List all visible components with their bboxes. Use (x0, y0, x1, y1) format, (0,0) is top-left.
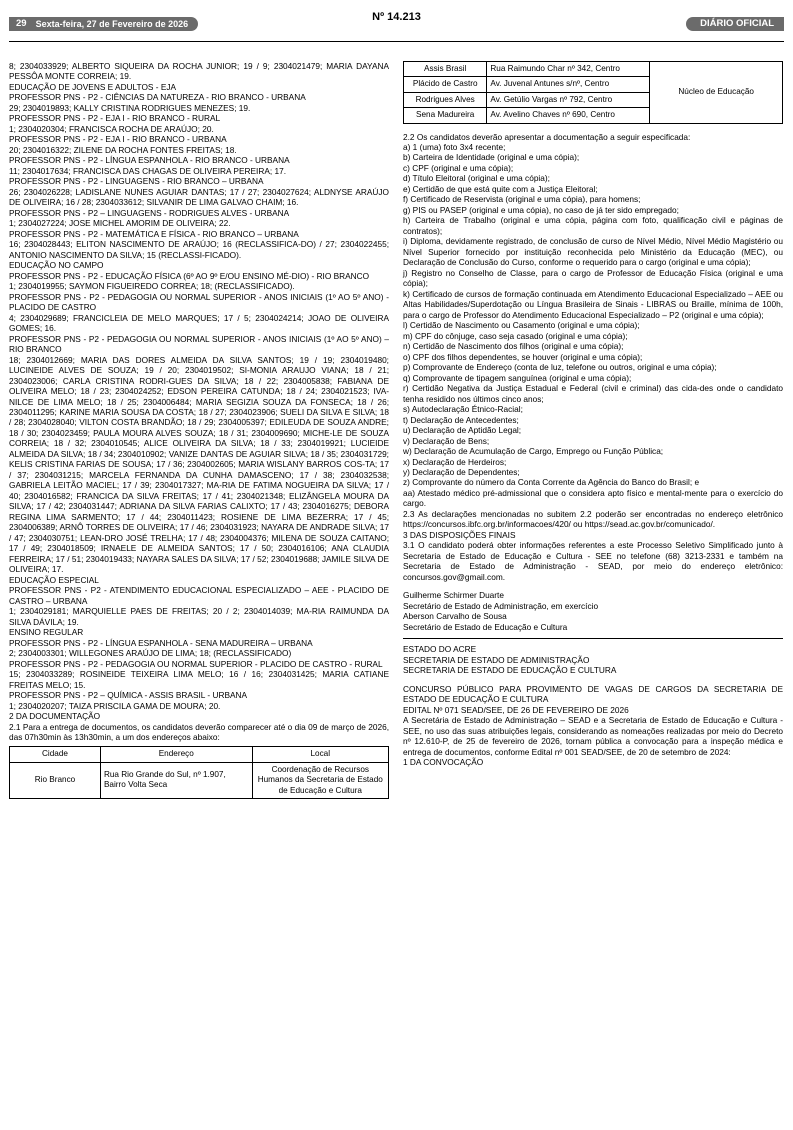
cell-local: Coordenação de Recursos Humanos da Secretaria de Estado de Educação e Cultura (252, 762, 388, 798)
cell-endereco: Av. Getúlio Vargas nº 792, Centro (487, 92, 650, 107)
section-divider (403, 638, 783, 639)
paragraph: g) PIS ou PASEP (original e uma cópia), no caso de já ter sido empregado; (403, 204, 679, 215)
paragraph: 1; 2304019955; SAYMON FIGUEIREDO CORREA; 18; (RECLASSIFICADO). (9, 281, 295, 292)
paragraph: 11; 2304017634; FRANCISCA DAS CHAGAS DE OLIVEIRA PEREIRA; 17. (9, 165, 286, 176)
paragraph: 1; 2304020304; FRANCISCA ROCHA DE ARAÚJO; 20. (9, 123, 214, 134)
paragraph: PROFESSOR PNS - P2 - ATENDIMENTO EDUCACIONAL ESPECIALIZADO – AEE - PLACIDO DE CASTRO – URBANA (9, 585, 389, 606)
paragraph: PROFESSOR PNS - P2 – QUÍMICA - ASSIS BRASIL - URBANA (9, 690, 248, 701)
table-header-row (10, 747, 389, 762)
paragraph: z) Comprovante do número da Conta Corrente da Agência do Banco do Brasil; e (403, 477, 700, 488)
notice-subtitle: EDITAL Nº 071 SEAD/SEE, DE 26 DE FEVEREIRO DE 2026 (403, 704, 629, 715)
paragraph: r) Certidão Negativa da Justiça Estadual e Federal (civil e criminal) das cida-des onde o candidato tenha residido nos últimos cinco anos; (403, 383, 783, 404)
paragraph: EDUCAÇÃO NO CAMPO (9, 260, 104, 271)
column-header-endereco: Endereço (100, 747, 252, 762)
signature-name: Aberson Carvalho de Sousa (403, 611, 507, 622)
publication-name: DIÁRIO OFICIAL (686, 17, 784, 31)
cell-cidade: Sena Madureira (404, 108, 487, 123)
paragraph: m) CPF do cônjuge, caso seja casado (original e uma cópia); (403, 330, 628, 341)
column-header-cidade: Cidade (10, 747, 101, 762)
paragraph: 15; 2304033289; ROSINEIDE TEIXEIRA LIMA MELO; 16 / 16; 2304031425; MARIA CATIANE FREITAS MELO; 15. (9, 669, 389, 690)
paragraph: d) Título Eleitoral (original e uma cópia); (403, 173, 550, 184)
table-row (10, 762, 389, 798)
signature-name: Guilherme Schirmer Duarte (403, 590, 504, 601)
paragraph: p) Comprovante de Endereço (conta de luz, telefone ou outros, original e uma cópia); (403, 362, 717, 373)
masthead (9, 9, 784, 39)
address-table-right (403, 61, 783, 124)
paragraph: c) CPF (original e uma cópia); (403, 162, 514, 173)
signature-title: Secretário de Estado de Administração, em exercício (403, 600, 599, 611)
paragraph: n) Certidão de Nascimento dos filhos (original e uma cópia); (403, 341, 624, 352)
address-table-left (9, 746, 389, 799)
paragraph: 18; 2304012669; MARIA DAS DORES ALMEIDA DA SILVA SANTOS; 19 / 19; 2304019480; LUCINEIDE ALVES DE SOUZA; 19 / 20; 2304019502; SI-MONIA ARAUJO VIANA; 18 / 21; 2304023006; CARLA CRISTINA RODRI-GUES DA SILVA; 18 / 22; 2304005838; FABIANA DE OLIVEIRA MELO; 18 / 23; 2304024252; EDSON PEREIRA CATUNDA; 18 / 24; 2304021523; IVA-NILCE DE LIMA MELO; 18 / 25; 2304006484; MARIA SEGIZIA SOUZA DA FONSECA; 18 / 26; 2304011295; KARINE MARIA SOUSA DA COSTA; 18 / 27; 2304023906; SUELI DA SILVA E SILVA; 18 / 28; 2304028040; VILTON COSTA BRANDÃO; 18 / 29; 2304005397; EDILEUDA DE SOUZA ANDRE; 18 / 30; 2304023459; PAULA MOURA ALVES SOUZA; 18 / 31; 2304009690; MICHE-LE DE SOUZA CORREIA; 18 / 32; 2304010545; ALICE OLIVEIRA DA SILVA; 18 / 33; 2304019921; LUCIEIDE ALMEIDA DA SILVA; 18 / 34; 2304010902; VANIZE DANTAS DE AGUIAR SILVA; 18 / 35; 2304031729; KELIS CRISTINA FARIAS DE SOUSA; 17 / 36; 2304002605; MARIA WISLANY BARROS COS-TA; 17 / 37; 2304031215; MARCELA FERNANDA DA CUNHA DAMASCENO; 17 / 38; 2304032538; GABRIELA LEITÃO MACIEL; 17 / 39; 2304017327; MA-RIA DE FATIMA NOGUEIRA DA SILVA; 17 / 40; 2304016582; FRANCICA DA SILVA FREITAS; 17 / 41; 2304021348; ELIZÂNGELA MOURA DA SILVA; 17 / 42; 2304031447; ADRIANA DA SILVA FARIAS CALIXTO; 17 / 43; 2304016275; DEBORA REGINA LIMA SARMENTO; 17 / 44; 2304011423; ROSIENE DE LIMA BEZERRA; 17 / 45; 2304006389; ARNÔ TORRES DE OLIVEIRA; 17 / 46; 2304031923; NAYARA DE ANDRADE SILVA; 17 / 47; 2304030751; LEAN-DRO JOSÉ TRELHA; 17 / 48; 2304004376; MILENA DE SOUZA CAITANO; 17 / 49; 2304018509; IRNAELE DE ALMEIDA SANTOS; 17 / 50; 2304016106; ANA CLAUDIA FERREIRA; 17 / 51; 2304019433; NAYARA SALES DA SILVA; 17 / 52; 2304019688; JAMILE SILVA DE OLIVEIRA; 17. (9, 354, 389, 575)
paragraph: PROFESSOR PNS - P2 - MATEMÁTICA E FÍSICA - RIO BRANCO – URBANA (9, 228, 299, 239)
paragraph: PROFESSOR PNS - P2 - EJA I - RIO BRANCO - RURAL (9, 113, 221, 124)
paragraph: 1; 2304029181; MARQUIELLE PAES DE FREITAS; 20 / 2; 2304014039; MA-RIA RAIMUNDA DA SILVA DÁVILA; 19. (9, 606, 389, 627)
cell-cidade: Rio Branco (10, 762, 101, 798)
paragraph: 29; 2304019893; KALLY CRISTINA RODRIGUES MENEZES; 19. (9, 102, 251, 113)
notice-heading: SECRETARIA DE ESTADO DE ADMINISTRAÇÃO (403, 654, 590, 665)
cell-cidade: Assis Brasil (404, 62, 487, 77)
paragraph: j) Registro no Conselho de Classe, para o cargo de Professor de Educação Física (original e uma cópia); (403, 267, 783, 289)
paragraph: 8; 2304033929; ALBERTO SIQUEIRA DA ROCHA JUNIOR; 19 / 9; 2304021479; MARIA DAYANA PESSÔA MONTE CORREIA; 19. (9, 61, 389, 82)
paragraph: PROFESSOR PNS - P2 - PEDAGOGIA OU NORMAL SUPERIOR - ANOS INICIAIS (1º AO 5º ANO) - PLACIDO DE CASTRO (9, 291, 389, 313)
notice-heading: SECRETARIA DE ESTADO DE EDUCAÇÃO E CULTURA (403, 665, 617, 676)
cell-cidade: Rodrigues Alves (404, 92, 487, 107)
paragraph: PROFESSOR PNS - P2 - LÍNGUA ESPANHOLA - RIO BRANCO - URBANA (9, 155, 290, 166)
notice-body: A Secretária de Estado de Administração – SEAD e a Secretaria de Estado de Educação e Cultura - SEE, no uso das suas atribuições legais, considerando as nomeações realizadas por meio do Decreto nº 12.610-P, de 25 de fevereiro de 2026, tornam pública a convocação para a inspeção médica e entrega de documentos, conforme Edital nº 001 SEAD/SEE, de 20 de setembro de 2024: (403, 715, 783, 757)
paragraph: EDUCAÇÃO DE JOVENS E ADULTOS - EJA (9, 81, 177, 92)
issue-number: Nº 14.213 (372, 11, 421, 23)
paragraph: 20; 2304016322; ZILENE DA ROCHA FONTES FREITAS; 18. (9, 144, 237, 155)
cell-endereco: Rua Rio Grande do Sul, nº 1.907, Bairro Volta Seca (100, 762, 252, 798)
paragraph: PROFESSOR PNS - P2 - EJA I - RIO BRANCO - URBANA (9, 134, 227, 145)
notice-heading: ESTADO DO ACRE (403, 644, 477, 655)
paragraph: 2 DA DOCUMENTAÇÃO (9, 711, 101, 722)
table-row (404, 62, 783, 77)
notice-title: CONCURSO PÚBLICO PARA PROVIMENTO DE VAGAS DE CARGOS DA SECRETARIA DE ESTADO DE EDUCAÇÃO E CULTURA (403, 683, 783, 705)
paragraph: PROFESSOR PNS - P2 - CIÊNCIAS DA NATUREZA - RIO BRANCO - URBANA (9, 92, 306, 103)
paragraph: 3.1 O candidato poderá obter informações referentes a este Processo Seletivo Simplificado junto à Secretaria de Estado de Educação e Cultura - SEE no telefone (68) 3213-2331 e também na Secretaria de Estado de Administração - SEAD, por meio do endereço eletrônico: concursos.gov@gmail.com. (403, 540, 783, 582)
notice-body: 1 DA CONVOCAÇÃO (403, 757, 484, 768)
paragraph: PROFESSOR PNS - P2 - PEDAGOGIA OU NORMAL SUPERIOR - PLACIDO DE CASTRO - RURAL (9, 658, 383, 669)
page-number: 29 (9, 17, 32, 31)
paragraph: e) Certidão de que está quite com a Justiça Eleitoral; (403, 183, 598, 194)
paragraph: l) Certidão de Nascimento ou Casamento (original e uma cópia); (403, 320, 640, 331)
paragraph: 1; 2304020207; TAIZA PRISCILA GAMA DE MOURA; 20. (9, 700, 221, 711)
header-divider (9, 41, 784, 42)
publication-date: Sexta-feira, 27 de Fevereiro de 2026 (35, 19, 189, 29)
paragraph: PROFESSOR PNS - P2 - LÍNGUA ESPANHOLA - SENA MADUREIRA – URBANA (9, 637, 313, 648)
paragraph: 2.1 Para a entrega de documentos, os candidatos deverão comparecer até o dia 09 de março de 2026, das 07h30min às 13h30min, a um dos endereços abaixo: (9, 721, 389, 742)
paragraph: y) Declaração de Dependentes; (403, 467, 520, 477)
paragraph: w) Declaração de Acumulação de Cargo, Emprego ou Função Pública; (403, 446, 664, 457)
paragraph: PROFESSOR PNS - P2 – LINGUAGENS - RODRIGUES ALVES - URBANA (9, 207, 290, 218)
cell-cidade: Plácido de Castro (404, 77, 487, 92)
paragraph: 16; 2304028443; ELITON NASCIMENTO DE ARAÚJO; 16 (RECLASSIFICA-DO) / 27; 2304022455; ANTONIO NASCIMENTO DA SILVA; 15 (RECLASSI-FICADO). (9, 239, 389, 260)
spacer (403, 124, 783, 132)
paragraph: t) Declaração de Antecedentes; (403, 414, 519, 425)
paragraph: q) Comprovante de tipagem sanguínea (original e uma cópia); (403, 372, 632, 383)
paragraph: k) Certificado de cursos de formação continuada em Atendimento Educacional Especializado – AEE ou Altas Habilidades/Superdotação ou Língua Brasileira de Sinais - LIBRAS ou Braille, mínima de 100h, para o cargo de Professor do Atendimento Educacional Especializado – P2 (original e uma cópia); (403, 288, 783, 320)
paragraph: s) Autodeclaração Étnico-Racial; (403, 404, 523, 415)
paragraph: 3 DAS DISPOSIÇÕES FINAIS (403, 529, 516, 540)
paragraph: f) Certificado de Reservista (original e uma cópia), para homens; (403, 194, 641, 205)
paragraph: u) Declaração de Aptidão Legal; (403, 425, 522, 436)
paragraph: EDUCAÇÃO ESPECIAL (9, 574, 99, 585)
paragraph: 26; 2304026228; LADISLANE NUNES AGUIAR DANTAS; 17 / 27; 2304027624; ALDNYSE ARAÚJO DE OLIVEIRA; 16 / 28; 2304033612; SILVANIR DE LIMA GALVAO CHAIM; 16. (9, 186, 389, 208)
paragraph: PROFESSOR PNS - P2 - PEDAGOGIA OU NORMAL SUPERIOR - ANOS INICIAIS (1º AO 5º ANO) – RIO BRANCO (9, 333, 389, 355)
left-column (9, 61, 389, 1124)
paragraph: ENSINO REGULAR (9, 627, 84, 638)
page-columns (9, 61, 784, 1124)
right-column (403, 61, 783, 1124)
spacer (403, 676, 783, 684)
paragraph: v) Declaração de Bens; (403, 435, 490, 446)
cell-local-merged: Núcleo de Educação (650, 62, 783, 124)
paragraph: 2.2 Os candidatos deverão apresentar a documentação a seguir especificada: (403, 131, 691, 142)
paragraph: PROFESSOR PNS - P2 - EDUCAÇÃO FÍSICA (6º AO 9º E/OU ENSINO MÉ-DIO) - RIO BRANCO (9, 270, 370, 281)
paragraph: 2; 2304003301; WILLEGONES ARAÚJO DE LIMA; 18; (RECLASSIFICADO) (9, 648, 292, 659)
paragraph: 1; 2304027224; JOSE MICHEL AMORIM DE OLIVEIRA; 22. (9, 218, 231, 229)
paragraph: i) Diploma, devidamente registrado, de conclusão de curso de Nível Médio, Nível Médio Magistério ou Nível Superior fornecido por instituição reconhecida pelo Ministério da Educação (MEC), ou Declaração de Conclusão do Curso, conforme o requerido para o cargo (original e uma cópia); (403, 236, 783, 268)
paragraph: b) Carteira de Identidade (original e uma cópia); (403, 152, 580, 163)
cell-endereco: Av. Juvenal Antunes s/nº, Centro (487, 77, 650, 92)
paragraph: aa) Atestado médico pré-admissional que o considera apto físico e mental-mente para o exercício do cargo. (403, 487, 783, 509)
paragraph: o) CPF dos filhos dependentes, se houver (original e uma cópia); (403, 351, 643, 362)
spacer (403, 582, 783, 590)
paragraph: x) Declaração de Herdeiros; (403, 456, 507, 467)
paragraph: h) Carteira de Trabalho (original e uma cópia, página com foto, qualificação civil e páginas de contratos); (403, 215, 783, 236)
paragraph: PROFESSOR PNS - P2 - LINGUAGENS - RIO BRANCO – URBANA (9, 176, 264, 187)
paragraph: 4; 2304029689; FRANCICLEIA DE MELO MARQUES; 17 / 5; 2304024214; JOAO DE OLIVEIRA GOMES; 16. (9, 312, 389, 334)
column-header-local: Local (252, 747, 388, 762)
signature-title: Secretário de Estado de Educação e Cultura (403, 621, 568, 632)
cell-endereco: Av. Avelino Chaves nº 690, Centro (487, 108, 650, 123)
paragraph: 2.3 As declarações mencionadas no subitem 2.2 poderão ser encontradas no endereço eletrônico https://concursos.ibfc.org.br/informacoes/420/ ou https://sead.ac.gov.br/comunicado/. (403, 508, 783, 530)
cell-endereco: Rua Raimundo Char nº 342, Centro (487, 62, 650, 77)
paragraph: a) 1 (uma) foto 3x4 recente; (403, 141, 506, 152)
